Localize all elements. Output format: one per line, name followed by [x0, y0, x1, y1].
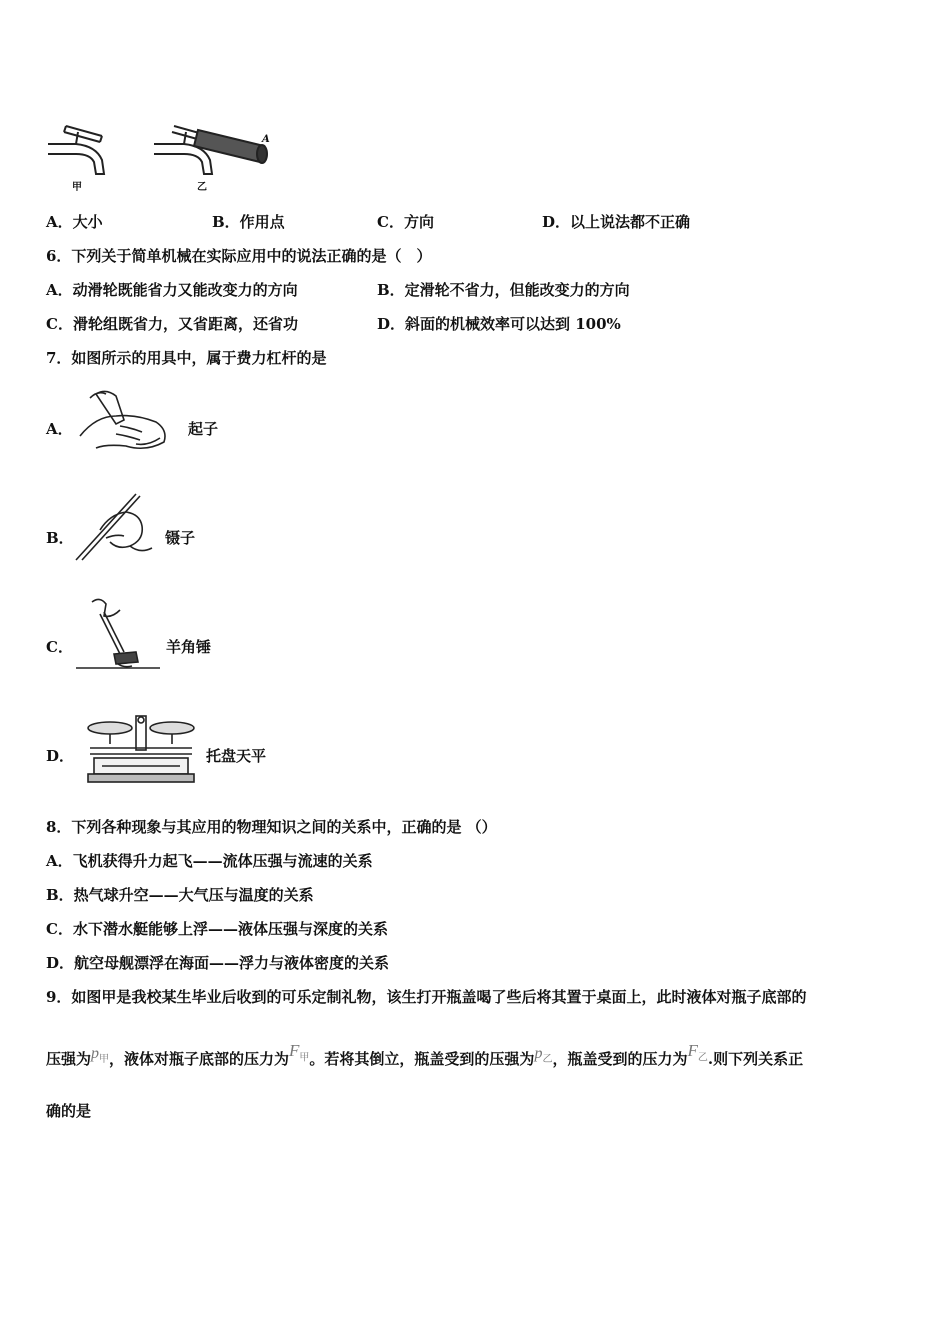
- q8-option-b: B．热气球升空——大气压与温度的关系: [46, 886, 314, 904]
- q7-stem: 7．如图所示的用具中，属于费力杠杆的是: [46, 349, 327, 367]
- q7-option-c-label: 羊角锤: [166, 638, 212, 656]
- q5-option-b: B．作用点: [212, 213, 285, 231]
- q6-option-a: A．动滑轮既能省力又能改变力的方向: [46, 281, 298, 299]
- q7-option-a-label: 起子: [188, 420, 219, 438]
- q6-option-c: C．滑轮组既省力，又省距离，还省功: [46, 315, 298, 333]
- tweezers-image: [70, 490, 160, 564]
- q8-option-c: C．水下潜水艇能够上浮——液体压强与深度的关系: [46, 920, 388, 938]
- q5-option-d: D．以上说法都不正确: [542, 213, 691, 231]
- q8-stem: 8．下列各种现象与其应用的物理知识之间的关系中，正确的是 （）: [46, 818, 497, 836]
- q7-option-a-letter: A．: [46, 420, 73, 438]
- q6-stem: 6．下列关于简单机械在实际应用中的说法正确的是（ ）: [46, 247, 432, 265]
- figure-caption-yi: 乙: [197, 182, 207, 193]
- q5-option-c: C．方向: [377, 213, 434, 231]
- q6-option-b: B．定滑轮不省力，但能改变力的方向: [377, 281, 630, 299]
- p-jia-symbol: $p_甲$: [91, 1045, 110, 1066]
- q9-line-3: 确的是: [46, 1102, 92, 1120]
- claw-hammer-image: [74, 596, 164, 672]
- q9-text-4: ，瓶盖受到的压力为: [552, 1050, 688, 1068]
- q8-option-d: D．航空母舰漂浮在海面——浮力与液体密度的关系: [46, 954, 390, 972]
- q7-option-c-letter: C．: [46, 638, 73, 656]
- figure-point-label: A: [262, 134, 270, 145]
- q9-text-3: 。若将其倒立，瓶盖受到的压强为: [309, 1050, 535, 1068]
- q8-option-a: A．飞机获得升力起飞——流体压强与流速的关系: [46, 852, 373, 870]
- bottle-opener-image: [76, 386, 176, 456]
- q5-option-a: A．大小: [46, 213, 103, 231]
- q7-option-b-letter: B．: [46, 529, 74, 547]
- f-yi-symbol: $F_乙$: [687, 1041, 708, 1064]
- q9-text-1: 压强为: [46, 1050, 92, 1068]
- q9-line-1: 9．如图甲是我校某生毕业后收到的可乐定制礼物，该生打开瓶盖喝了些后将其置于桌面上，此时液体对瓶子底部的: [46, 988, 807, 1006]
- figure-caption-jia: 甲: [72, 182, 82, 193]
- q7-option-d-label: 托盘天平: [206, 747, 267, 765]
- f-jia-symbol: $F_甲$: [289, 1041, 310, 1064]
- q9-text-2: ，液体对瓶子底部的压力为: [109, 1050, 290, 1068]
- q6-option-d: D．斜面的机械效率可以达到 100%: [377, 315, 621, 333]
- balance-scale-image: [82, 710, 200, 786]
- q7-option-b-label: 镊子: [165, 529, 196, 547]
- p-yi-symbol: $p_乙$: [534, 1045, 553, 1066]
- q9-text-5: .则下列关系正: [707, 1050, 804, 1068]
- q9-line-2: [46, 1041, 804, 1071]
- q7-option-d-letter: D．: [46, 747, 75, 765]
